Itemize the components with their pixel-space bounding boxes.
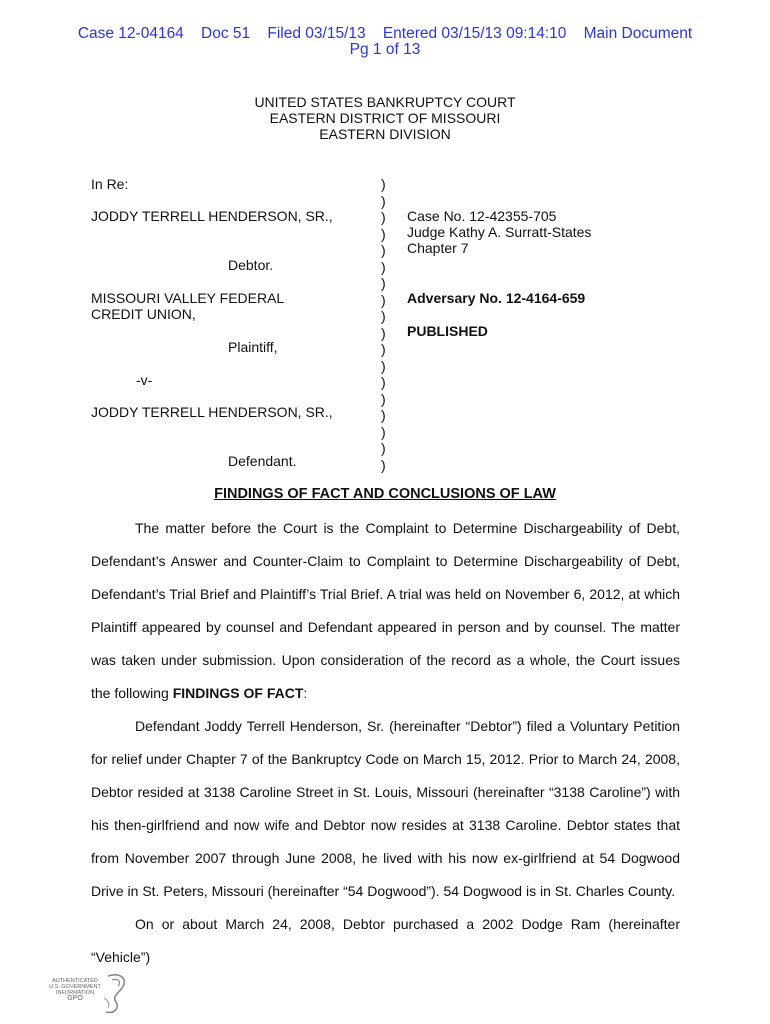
debtor-label: Debtor. [228,257,274,273]
plaintiff-label: Plaintiff, [228,339,278,355]
filing-stamp-page: Pg 1 of 13 [349,41,421,58]
adversary-number: Adversary No. 12-4164-659 [407,290,586,306]
document-title: FINDINGS OF FACT AND CONCLUSIONS OF LAW [214,486,556,502]
paragraph-1: The matter before the Court is the Complaint to Determine Dischargeability of Debt, Defendant’s Answer and Counter-Claim to Complaint to Determine Dischargeability of Debt, Defendant’s Trial Brief and Plaintiff’s Trial Brief. A trial was held on November 6, 2012, at which Plaintiff appeared by counsel and Defendant appeared in person and by counsel. The matter was taken under submission. Upon consideration of the record as a whole, the Court issues the following FINDINGS OF FACT: [91,520,680,701]
paragraph-2: Defendant Joddy Terrell Henderson, Sr. (hereinafter “Debtor”) filed a Voluntary Petition for relief under Chapter 7 of the Bankruptcy Code on March 15, 2012. Prior to March 24, 2008, Debtor resided at 3138 Caroline Street in St. Louis, Missouri (hereinafter “3138 Caroline”) with his then-girlfriend and now wife and Debtor now resides at 3138 Caroline. Debtor states that from November 2007 through June 2008, he lived with his now ex-girlfriend at 54 Dogwood Drive in St. Peters, Missouri (hereinafter “54 Dogwood”). 54 Dogwood is in St. Charles County. [91,718,680,899]
judge-name: Judge Kathy A. Surratt-States [407,224,592,240]
plaintiff-name-line1: MISSOURI VALLEY FEDERAL [91,290,285,306]
caption-divider: ) ) ) ) ) ) ) ) ) ) ) ) ) ) ) ) ) ) [381,176,386,473]
court-district: EASTERN DISTRICT OF MISSOURI [269,110,501,126]
published-label: PUBLISHED [407,323,488,339]
chapter: Chapter 7 [407,240,469,256]
plaintiff-name-line2: CREDIT UNION, [91,306,196,322]
defendant-label: Defendant. [228,453,297,469]
debtor-name: JODDY TERRELL HENDERSON, SR., [91,208,333,224]
paragraph-3: On or about March 24, 2008, Debtor purchased a 2002 Dodge Ram (hereinafter “Vehicle”) [91,916,680,965]
court-name: UNITED STATES BANKRUPTCY COURT [254,94,516,110]
court-division: EASTERN DIVISION [319,126,451,142]
filing-stamp-line1: Case 12-04164 Doc 51 Filed 03/15/13 Entered 03/15/13 09:14:10 Main Document [77,25,693,42]
defendant-name: JODDY TERRELL HENDERSON, SR., [91,404,333,420]
gpo-authentication-seal [42,970,132,1016]
seal-text: AUTHENTICATED U.S. GOVERNMENT INFORMATION GPO [49,978,101,1002]
versus: -v- [136,372,153,388]
in-re-label: In Re: [91,176,129,192]
document-body [91,512,680,974]
findings-of-fact-label: FINDINGS OF FACT [172,685,304,701]
eagle-icon [42,970,132,1016]
case-number: Case No. 12-42355-705 [407,208,557,224]
